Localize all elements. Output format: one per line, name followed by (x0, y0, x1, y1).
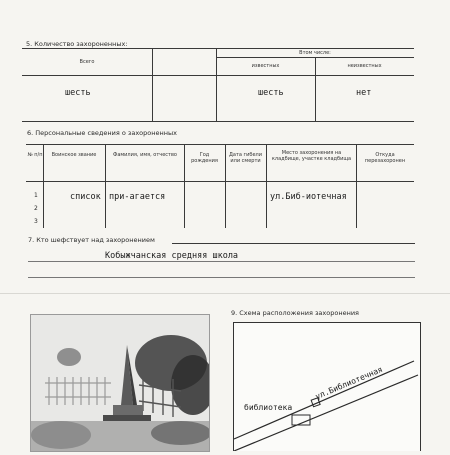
section7-title: 7. Кто шефствует над захоронением (28, 236, 155, 244)
section6-title: 6. Персональные сведения о захороненных (27, 129, 177, 137)
rank-value: список (70, 192, 101, 202)
table6-divider (266, 144, 267, 228)
section5-title: 5. Количество захороненных: (26, 40, 128, 48)
place-value: ул.Биб-иотечная (270, 192, 347, 202)
section7-line (172, 243, 415, 244)
section7-line (28, 277, 415, 278)
section7-line (28, 261, 415, 262)
col-total-header: Всего (79, 59, 95, 65)
section9-title: 9. Схема расположения захоронения (231, 309, 359, 317)
sheet-edge (0, 293, 450, 294)
col-rank-header: Воинское звание (51, 152, 97, 158)
col-unknown-header: неизвестных (347, 63, 382, 69)
col-name-header: Фамилия, имя, отчество (113, 152, 177, 158)
unknown-value: нет (356, 88, 372, 98)
table6-divider (105, 144, 106, 228)
table6-divider (356, 144, 357, 228)
library-label: библиотека (244, 403, 293, 412)
table6-divider (225, 144, 226, 228)
table5-header-line (22, 75, 414, 76)
col-date-header: Дата гибели или смерти (228, 152, 263, 164)
row-number: 1 (34, 192, 38, 199)
col-num-header: № п/п (27, 152, 43, 158)
known-value: шесть (258, 88, 284, 98)
col-known-header: известных (251, 63, 280, 69)
table6-divider (184, 144, 185, 228)
patron-value: Кобыжчанская средняя школа (105, 251, 239, 261)
memorial-photo (30, 314, 210, 452)
street-label: ул.Библиотечная (314, 364, 385, 402)
table5-top-line (22, 48, 414, 49)
table6-divider (43, 144, 44, 228)
location-scheme (233, 322, 421, 451)
table5-divider (152, 48, 153, 121)
col-place-header: Место захоронения на кладбище, участке кладбища (271, 150, 352, 162)
name-value: при-агается (109, 192, 166, 202)
total-value: шесть (65, 88, 91, 98)
table5-bottom-line (22, 121, 414, 122)
table5-divider (216, 48, 217, 121)
col-year-header: Год рождения (191, 152, 218, 164)
row-number: 2 (34, 205, 38, 212)
row-number: 3 (34, 218, 38, 225)
col-including-header: Втом числе: (299, 50, 331, 56)
col-from-header: Откуда перезахоронен (364, 152, 406, 164)
